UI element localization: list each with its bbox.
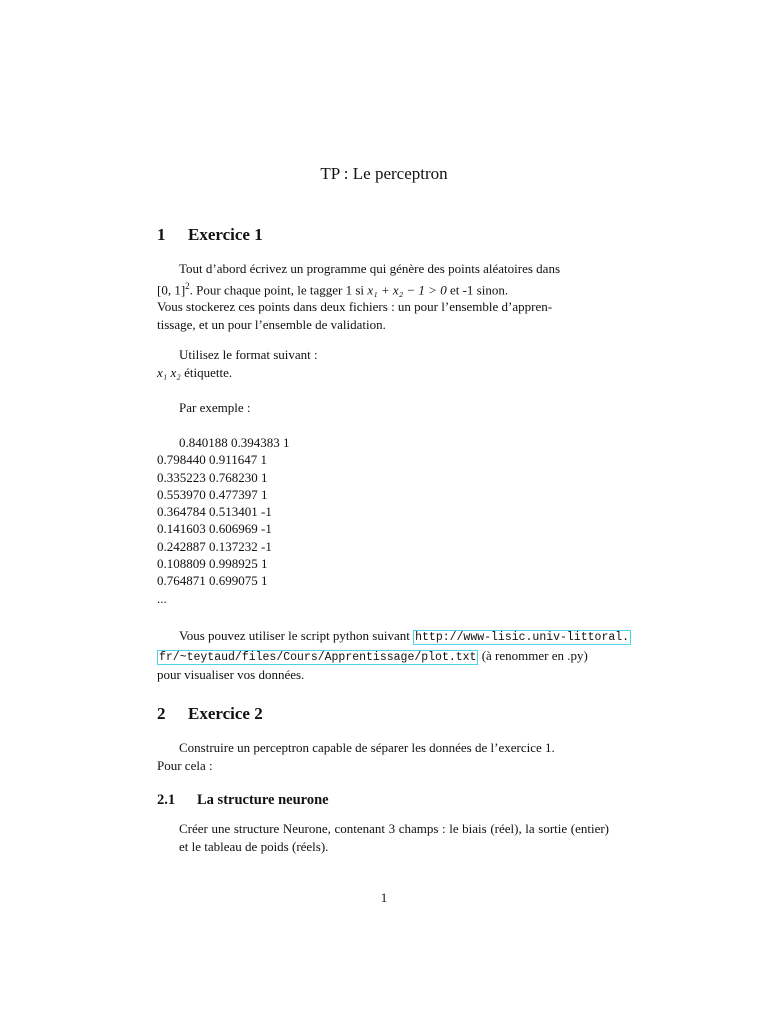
text-span: et -1 sinon.: [446, 281, 509, 297]
subsection-title: La structure neurone: [197, 792, 329, 808]
data-line: 0.242887 0.137232 -1: [157, 538, 272, 554]
text-line: Vous stockerez ces points dans deux fichiers : un pour l’ensemble d’appren-: [157, 299, 553, 315]
math-interval: [0, 1]: [157, 281, 186, 297]
math-superscript: 2: [185, 280, 190, 291]
text-line: [157, 278, 609, 299]
text-line: Par exemple :: [179, 400, 251, 415]
data-line: 0.553970 0.477397 1: [157, 486, 268, 502]
ex1-paragraph-2: [157, 346, 609, 381]
text-paragraph: Créer une structure Neurone, contenant 3 champs : le biais (réel), la sortie (entier) et le tableau de poids (réels).: [179, 821, 609, 854]
data-line: 0.840188 0.394383 1: [179, 435, 290, 450]
ex2-paragraph-1: [157, 739, 609, 774]
text-line: pour visualiser vos données.: [157, 667, 305, 682]
data-line: 0.798440 0.911647 1: [157, 452, 268, 468]
data-line: ...: [157, 590, 167, 606]
text-line: Pour cela :: [157, 757, 213, 773]
document-title: TP : Le perceptron: [320, 164, 448, 183]
text-span: (à renommer en .py): [478, 647, 588, 663]
subsection-number: 2.1: [157, 792, 176, 808]
data-line: 0.141603 0.606969 -1: [157, 521, 272, 537]
text-line: Construire un perceptron capable de séparer les données de l’exercice 1.: [179, 740, 555, 755]
subsection-heading-2-1: [157, 792, 329, 809]
text-line: [157, 364, 609, 382]
data-line: 0.764871 0.699075 1: [157, 573, 268, 589]
text-span: Vous pouvez utiliser le script python suivant: [179, 628, 414, 643]
section-heading-1: [157, 225, 263, 245]
section-title: Exercice 1: [188, 225, 263, 244]
text-line: [157, 627, 630, 647]
data-line: 0.108809 0.998925 1: [157, 556, 268, 572]
text-line: [157, 647, 627, 667]
ex1-paragraph-4: [157, 627, 630, 684]
data-line: 0.335223 0.768230 1: [157, 469, 268, 485]
data-line: 0.364784 0.513401 -1: [157, 504, 272, 520]
section-number: 1: [157, 225, 166, 244]
script-link-part-1[interactable]: http://www-lisic.univ-littoral.: [415, 631, 630, 644]
text-line: Tout d’abord écrivez un programme qui génère des points aléatoires dans: [179, 261, 561, 276]
ex1-paragraph-1: [157, 260, 609, 333]
sub1-paragraph-1: [157, 820, 609, 855]
section-number: 2: [157, 704, 166, 723]
text-span: étiquette.: [180, 364, 233, 380]
math-inequality: x₁ + x₂ − 1 > 0: [367, 281, 447, 297]
ex1-paragraph-3: [157, 399, 609, 417]
section-title: Exercice 2: [188, 704, 263, 723]
section-heading-2: [157, 704, 263, 724]
example-data-block: [157, 434, 290, 607]
math-variables: x₁ x₂: [157, 364, 181, 380]
text-span: . Pour chaque point, le tagger 1 si: [189, 281, 368, 297]
text-line: Utilisez le format suivant :: [179, 347, 318, 362]
text-line: tissage, et un pour l’ensemble de validation.: [157, 316, 386, 332]
page-number: 1: [380, 890, 388, 905]
script-link-part-2[interactable]: fr/~teytaud/files/Cours/Apprentissage/plot.txt: [159, 650, 477, 664]
